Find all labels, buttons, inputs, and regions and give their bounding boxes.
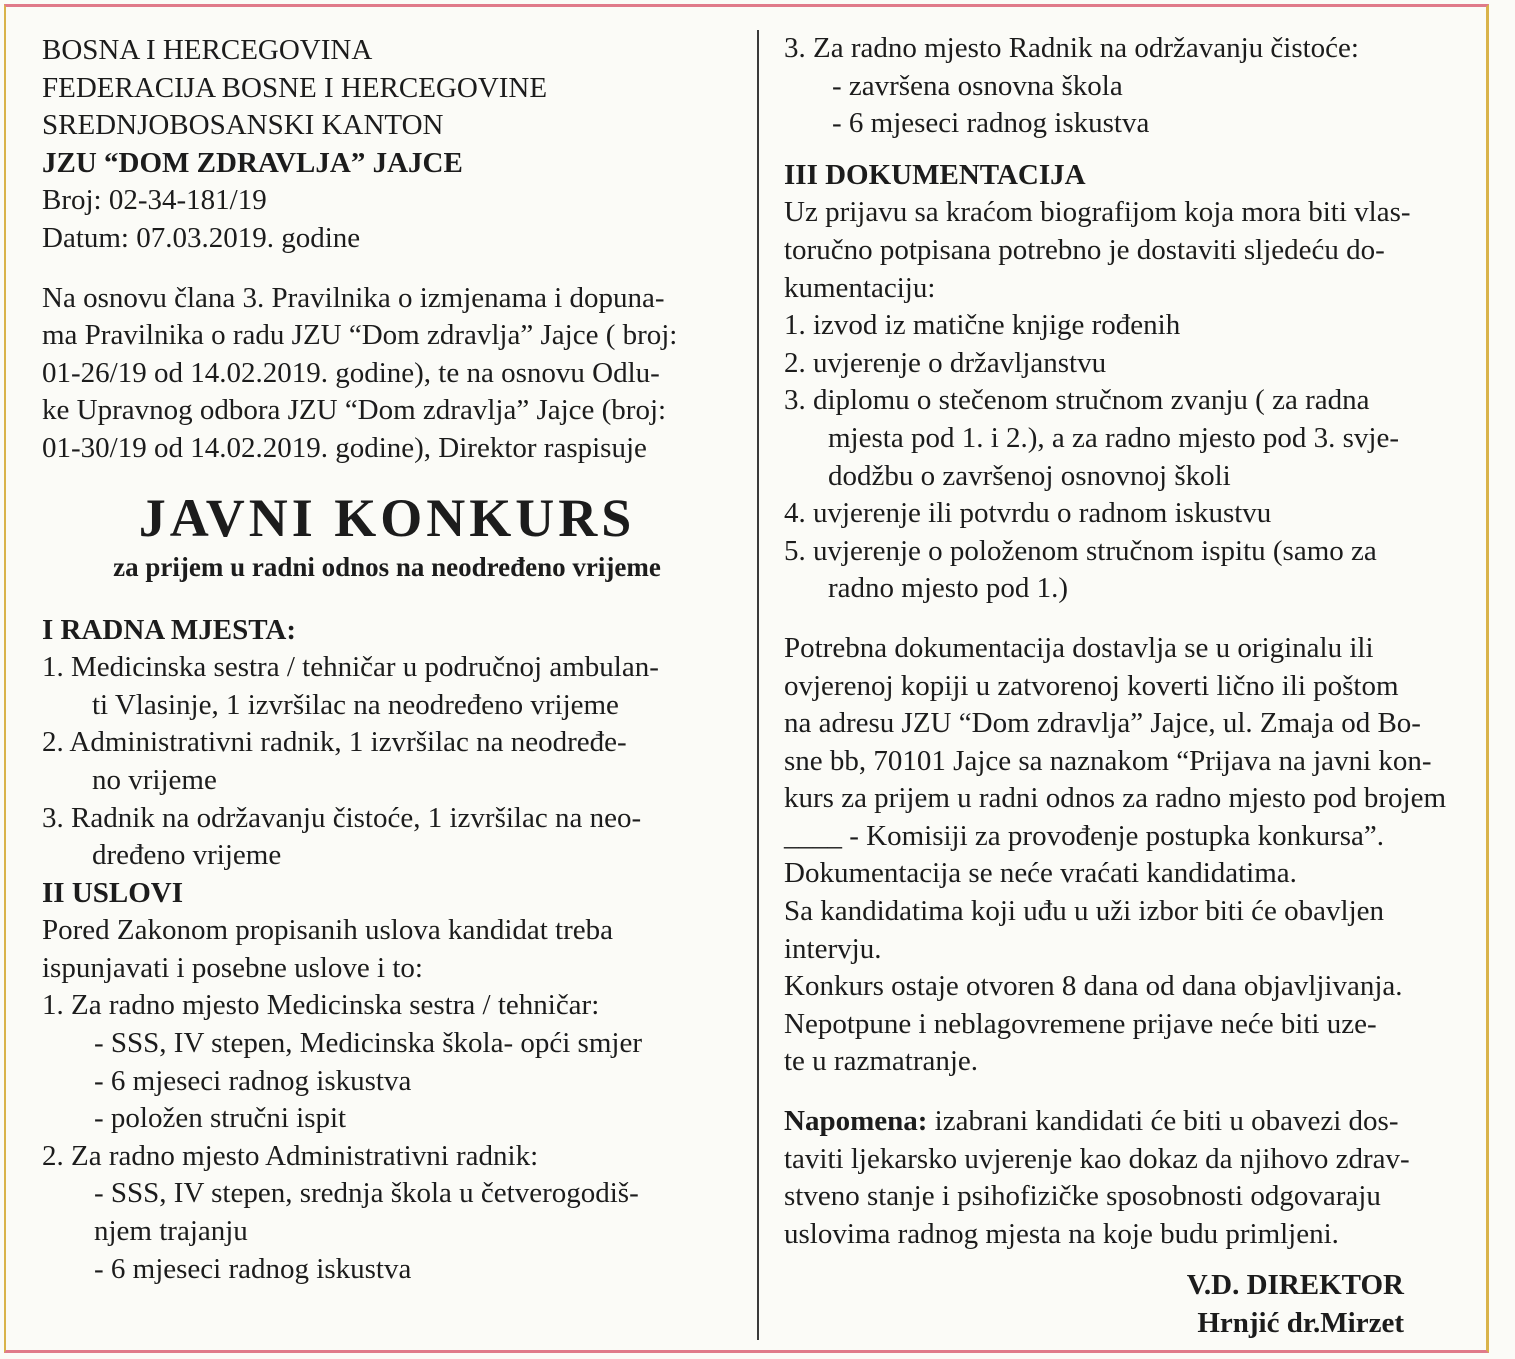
- documents-intro: kumentaciju:: [784, 271, 936, 304]
- intro-line: 01-26/19 od 14.02.2019. godine), te na osnovu Odlu-: [42, 356, 660, 389]
- delivery-line: sne bb, 70101 Jajce sa naznakom “Prijava na javni kon-: [784, 744, 1432, 777]
- position-line: dređeno vrijeme: [92, 839, 282, 872]
- signature-role: V.D. DIREKTOR: [1186, 1269, 1404, 1302]
- position-line: 2. Administrativni radnik, 1 izvršilac na neodređe-: [42, 726, 627, 759]
- note-line: stveno stanje i psihofizičke sposobnosti odgovaraju: [784, 1180, 1381, 1213]
- documents-intro: Uz prijavu sa kraćom biografijom koja mora biti vlas-: [784, 196, 1411, 229]
- delivery-line: kurs za prijem u radni odnos za radno mjesto pod brojem: [784, 782, 1447, 815]
- document-item: 2. uvjerenje o državljanstvu: [784, 346, 1107, 379]
- right-column: [784, 30, 1474, 1343]
- conditions-intro: Pored Zakonom propisanih uslova kandidat treba: [42, 914, 614, 947]
- document-subtitle: za prijem u radni odnos na neodređeno vrijeme: [113, 551, 661, 582]
- intro-line: ke Upravnog odbora JZU “Dom zdravlja” Jajce (broj:: [42, 394, 667, 427]
- requirement-item: - 6 mjeseci radnog iskustva: [94, 1252, 412, 1285]
- position-line: 3. Radnik na održavanju čistoće, 1 izvršilac na neo-: [42, 801, 642, 834]
- section-heading-conditions: II USLOVI: [42, 876, 184, 909]
- header-organization: JZU “DOM ZDRAVLJA” JAJCE: [42, 146, 463, 179]
- delivery-line: na adresu JZU “Dom zdravlja” Jajce, ul. Zmaja od Bo-: [784, 707, 1421, 740]
- column-divider: [757, 30, 759, 1340]
- delivery-line: Sa kandidatima koji uđu u uži izbor biti će obavljen: [784, 895, 1384, 928]
- delivery-line: Potrebna dokumentacija dostavlja se u originalu ili: [784, 631, 1374, 664]
- left-column: [42, 32, 732, 1288]
- signature-name: Hrnjić dr.Mirzet: [1197, 1307, 1404, 1339]
- document-title: JAVNI KONKURS: [138, 487, 636, 548]
- note-line: taviti ljekarsko uvjerenje kao dokaz da njihovo zdrav-: [784, 1142, 1410, 1175]
- documents-intro: toručno potpisana potrebno je dostaviti sljedeću do-: [784, 233, 1385, 266]
- document-item: 1. izvod iz matične knjige rođenih: [784, 309, 1181, 342]
- conditions-intro: ispunjavati i posebne uslove i to:: [42, 951, 423, 984]
- requirement-item: - SSS, IV stepen, srednja škola u četverogodiš-: [94, 1177, 639, 1210]
- requirement-title: 1. Za radno mjesto Medicinska sestra / tehničar:: [42, 989, 600, 1022]
- delivery-line: ovjerenoj kopiji u zatvorenoj koverti lično ili poštom: [784, 669, 1399, 702]
- delivery-line: Dokumentacija se neće vraćati kandidatima.: [784, 857, 1297, 890]
- position-line: no vrijeme: [92, 763, 217, 796]
- requirement-title: 3. Za radno mjesto Radnik na održavanju čistoće:: [784, 32, 1359, 64]
- note-label: Napomena:: [784, 1105, 928, 1138]
- note-line: uslovima radnog mjesta na koje budu primljeni.: [784, 1217, 1339, 1250]
- requirement-item: - položen stručni ispit: [94, 1102, 347, 1135]
- note-text: izabrani kandidati će biti u obavezi dos-: [927, 1105, 1399, 1138]
- intro-line: 01-30/19 od 14.02.2019. godine), Direktor raspisuje: [42, 431, 647, 464]
- delivery-line: Nepotpune i neblagovremene prijave neće biti uze-: [784, 1007, 1377, 1040]
- requirement-item: - 6 mjeseci radnog iskustva: [832, 107, 1150, 140]
- header-federation: FEDERACIJA BOSNE I HERCEGOVINE: [42, 71, 548, 104]
- section-heading-positions: I RADNA MJESTA:: [42, 613, 297, 646]
- intro-line: ma Pravilnika o radu JZU “Dom zdravlja” Jajce ( broj:: [42, 319, 678, 352]
- requirement-item: - 6 mjeseci radnog iskustva: [94, 1064, 412, 1097]
- document-item: radno mjesto pod 1.): [828, 572, 1069, 605]
- document-item: dodžbu o završenoj osnovnoj školi: [828, 459, 1231, 492]
- header-canton: SREDNJOBOSANSKI KANTON: [42, 109, 444, 142]
- position-line: ti Vlasinje, 1 izvršilac na neodređeno vrijeme: [92, 688, 619, 721]
- requirement-item: njem trajanju: [94, 1215, 248, 1248]
- requirement-item: - SSS, IV stepen, Medicinska škola- opći smjer: [94, 1027, 642, 1060]
- header-date: Datum: 07.03.2019. godine: [42, 221, 361, 254]
- position-line: 1. Medicinska sestra / tehničar u područnoj ambulan-: [42, 651, 659, 684]
- requirement-item: - završena osnovna škola: [832, 69, 1123, 102]
- delivery-line: Konkurs ostaje otvoren 8 dana od dana objavljivanja.: [784, 970, 1403, 1003]
- delivery-line: ____ - Komisiji za provođenje postupka konkursa”.: [784, 819, 1385, 852]
- delivery-line: intervju.: [784, 932, 882, 965]
- document-item: 4. uvjerenje ili potvrdu o radnom iskustvu: [784, 497, 1272, 530]
- requirement-title: 2. Za radno mjesto Administrativni radnik:: [42, 1139, 539, 1172]
- header-number: Broj: 02-34-181/19: [42, 184, 267, 217]
- document-item: mjesta pod 1. i 2.), a za radno mjesto pod 3. svje-: [828, 421, 1400, 454]
- document-item: 5. uvjerenje o položenom stručnom ispitu (samo za: [784, 534, 1377, 567]
- note-line: [784, 1103, 1474, 1141]
- section-heading-documents: III DOKUMENTACIJA: [784, 158, 1086, 191]
- delivery-line: te u razmatranje.: [784, 1045, 979, 1078]
- document-item: 3. diplomu o stečenom stručnom zvanju ( za radna: [784, 384, 1370, 417]
- intro-line: Na osnovu člana 3. Pravilnika o izmjenama i dopuna-: [42, 281, 665, 314]
- header-country: BOSNA I HERCEGOVINA: [42, 34, 373, 66]
